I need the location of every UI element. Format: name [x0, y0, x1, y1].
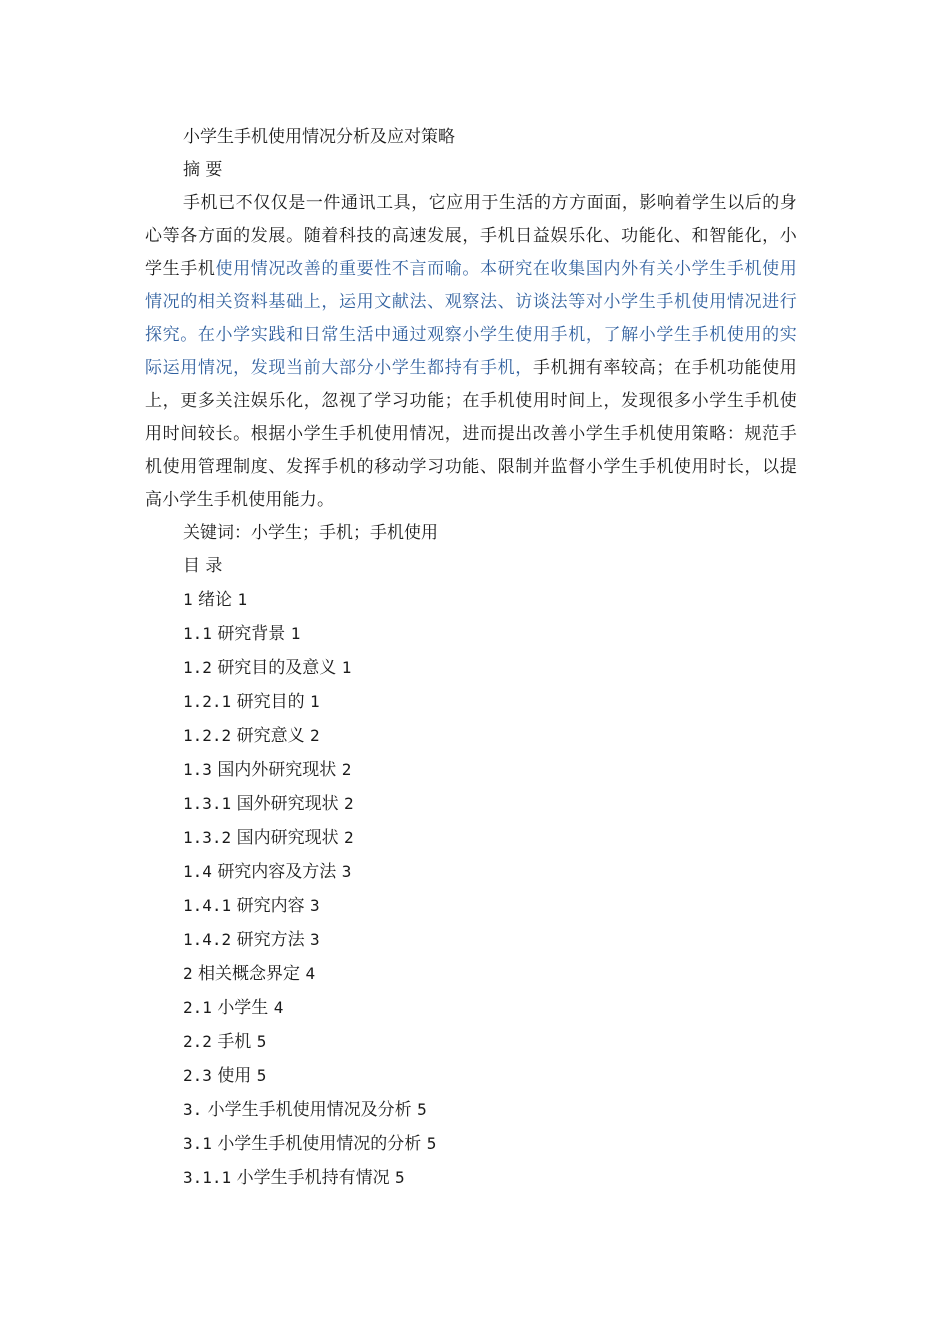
- toc-entry[interactable]: [145, 753, 797, 787]
- abstract-text-highlight: 使用情况改善的重要性不言而喻。本研究在收集国内外有关小学生手机使用情况的相关资料基础上，运用文献法、观察法、访谈法等对小学生手机使用情况进行探究。在小学实践和日常生活中通过观察小学生使用手机，了解小学生手机使用的实际运用情况，发现当前大部分小学生都持有手机，: [145, 259, 797, 378]
- abstract-paragraph: [145, 187, 797, 517]
- toc-entry-number: 2.2: [183, 1032, 212, 1051]
- toc-entry-number: 2.1: [183, 998, 212, 1017]
- toc-entry-title: 小学生手机使用情况的分析: [217, 1134, 422, 1154]
- toc-entry[interactable]: [145, 1025, 797, 1059]
- toc-entry-page: 1: [290, 624, 301, 643]
- toc-entry[interactable]: [145, 991, 797, 1025]
- abstract-heading: 摘 要: [183, 160, 223, 180]
- toc-entry[interactable]: [145, 651, 797, 685]
- toc-entry-number: 2: [183, 964, 193, 983]
- toc-entry[interactable]: [145, 957, 797, 991]
- toc-entry-page: 2: [309, 726, 320, 745]
- toc-entry-page: 1: [309, 692, 320, 711]
- toc-entry-title: 使用: [217, 1066, 252, 1086]
- toc-entry[interactable]: [145, 617, 797, 651]
- keywords: 关键词：小学生；手机；手机使用: [183, 523, 438, 543]
- toc-entry-title: 研究目的: [236, 692, 305, 712]
- toc-entry[interactable]: [145, 1127, 797, 1161]
- toc-entry-page: 5: [394, 1168, 405, 1187]
- toc-entry-number: 2.3: [183, 1066, 212, 1085]
- toc-heading: 目 录: [183, 556, 223, 576]
- toc-entry-number: 3.: [183, 1100, 203, 1119]
- toc-entry[interactable]: [145, 821, 797, 855]
- toc-entry-page: 5: [417, 1100, 427, 1119]
- toc-entry[interactable]: [145, 1059, 797, 1093]
- toc-entry-title: 相关概念界定: [198, 964, 301, 984]
- toc-entry-page: 2: [343, 828, 354, 847]
- toc-entry-page: 1: [237, 590, 248, 609]
- toc-entry[interactable]: [145, 719, 797, 753]
- toc-entry-title: 国内研究现状: [236, 828, 339, 848]
- abstract-text-part1: 手机已不仅仅是一件通讯工具，它应用于生活的方方面面，影响着学生以后的身心等各方面的发展。随着科技的高速发展，手机日益娱乐化、功能化、和智能化，小学生手机: [145, 193, 797, 279]
- toc-entry-title: 国外研究现状: [236, 794, 339, 814]
- toc-entry-number: 3.1.1: [183, 1168, 232, 1187]
- toc-entry-title: 国内外研究现状: [217, 760, 337, 780]
- toc-entry-page: 4: [305, 964, 316, 983]
- toc-entry-page: 3: [309, 896, 320, 915]
- toc-entry[interactable]: [145, 923, 797, 957]
- toc-entry[interactable]: [145, 685, 797, 719]
- toc-entry-page: 5: [256, 1066, 267, 1085]
- toc-entry-title: 小学生手机使用情况及分析: [207, 1100, 412, 1120]
- toc-entry-number: 1.4.1: [183, 896, 232, 915]
- toc-entry-number: 1.3: [183, 760, 212, 779]
- toc-entry-page: 2: [343, 794, 354, 813]
- toc-entry-page: 3: [309, 930, 320, 949]
- abstract-text-part3: 手机拥有率较高；在手机功能使用上，更多关注娱乐化，忽视了学习功能；在手机使用时间上，发现很多小学生手机使用时间较长。根据小学生手机使用情况，进而提出改善小学生手机使用策略：规范手机使用管理制度、发挥手机的移动学习功能、限制并监督小学生手机使用时长，以提高小学生手机使用能力。: [145, 358, 798, 510]
- toc-entry[interactable]: [145, 583, 797, 617]
- toc-entry-page: 4: [273, 998, 284, 1017]
- toc-entry-number: 1.1: [183, 624, 212, 643]
- toc-entry-number: 1: [183, 590, 193, 609]
- toc-entry-title: 研究内容及方法: [217, 862, 337, 882]
- toc-entry-title: 研究方法: [236, 930, 305, 950]
- toc-entry-title: 研究内容: [236, 896, 305, 916]
- toc-entry-title: 研究背景: [217, 624, 286, 644]
- toc-entry-number: 1.4: [183, 862, 212, 881]
- toc-entry-page: 3: [341, 862, 352, 881]
- toc-entry[interactable]: [145, 889, 797, 923]
- toc-entry-title: 绪论: [198, 590, 233, 610]
- toc-entry-title: 小学生: [217, 998, 269, 1018]
- document-title: 小学生手机使用情况分析及应对策略: [183, 127, 455, 147]
- toc-entry-title: 小学生手机持有情况: [236, 1168, 390, 1188]
- toc-entry-page: 2: [341, 760, 352, 779]
- toc-entry-title: 研究目的及意义: [217, 658, 337, 678]
- toc-entry-number: 1.3.1: [183, 794, 232, 813]
- toc-entry-number: 1.2.1: [183, 692, 232, 711]
- toc-entry-number: 1.3.2: [183, 828, 232, 847]
- toc-entry-title: 研究意义: [236, 726, 305, 746]
- toc-entry-number: 1.2: [183, 658, 212, 677]
- toc-entry[interactable]: [145, 787, 797, 821]
- toc-entry-page: 5: [256, 1032, 267, 1051]
- toc-entry-title: 手机: [217, 1032, 252, 1052]
- toc-entry[interactable]: [145, 1161, 797, 1195]
- toc-entry-number: 1.2.2: [183, 726, 232, 745]
- toc-entry[interactable]: [145, 855, 797, 889]
- toc-entry[interactable]: [145, 1093, 797, 1127]
- toc-entry-page: 5: [426, 1134, 437, 1153]
- document-page: [145, 121, 797, 1195]
- toc-entry-number: 1.4.2: [183, 930, 232, 949]
- table-of-contents: [145, 583, 797, 1195]
- toc-entry-page: 1: [341, 658, 352, 677]
- toc-entry-number: 3.1: [183, 1134, 212, 1153]
